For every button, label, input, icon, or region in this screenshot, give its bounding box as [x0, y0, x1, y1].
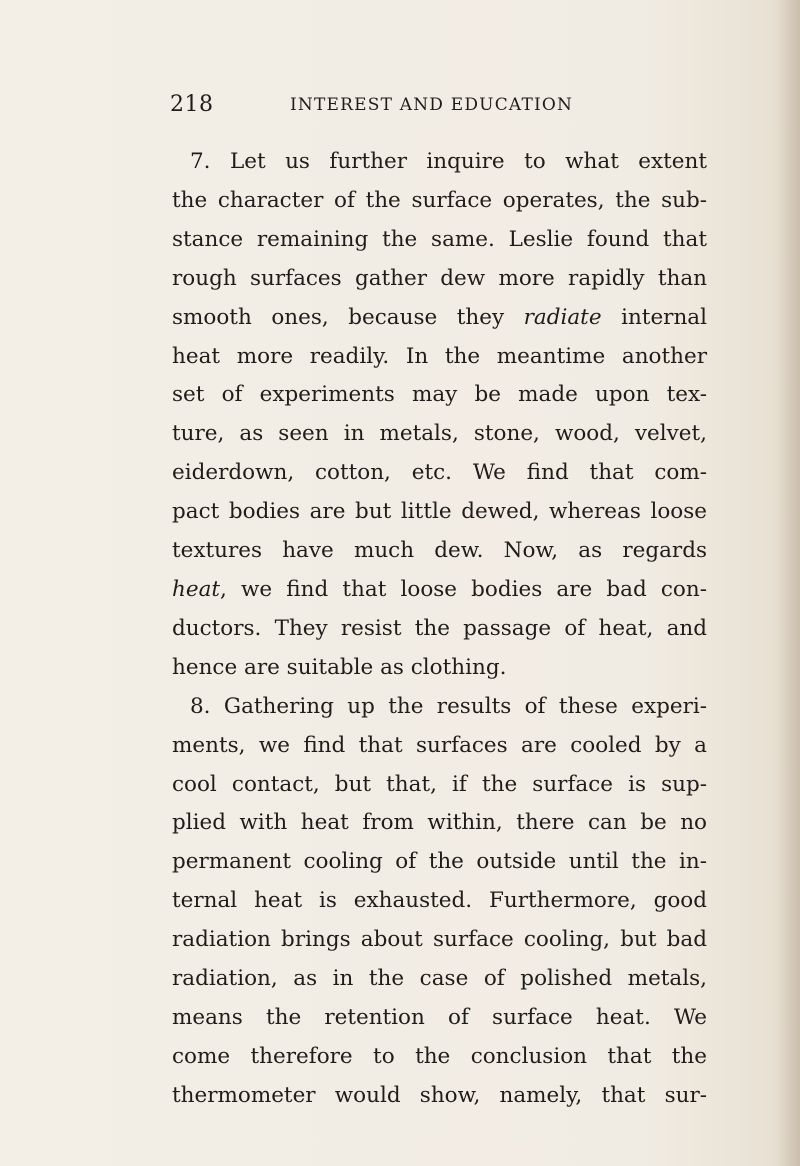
body-text: [172, 143, 707, 1116]
text-line: [172, 299, 707, 338]
italic-term: radiate: [523, 304, 602, 330]
text-line: textures have much dew. Now, as regards: [172, 538, 707, 564]
text-line: 8. Gathering up the results of these experi-: [190, 693, 707, 719]
text-line: cool contact, but that, if the surface is sup-: [172, 771, 707, 797]
text-line: ments, we find that surfaces are cooled by a: [172, 732, 707, 758]
text-run: , we find that loose bodies are bad con-: [220, 576, 707, 602]
text-line: set of experiments may be made upon tex-: [172, 382, 707, 408]
page-number: 218: [170, 92, 214, 117]
running-title: INTEREST AND EDUCATION: [290, 95, 574, 115]
text-run: internal: [601, 304, 707, 330]
page-edge-shadow: [778, 0, 800, 1166]
text-line: permanent cooling of the outside until the in-: [172, 849, 707, 875]
text-line: heat more readily. In the meantime another: [172, 343, 707, 369]
text-line: plied with heat from within, there can be no: [172, 810, 707, 836]
text-line: pact bodies are but little dewed, whereas loose: [172, 499, 707, 525]
text-line: ductors. They resist the passage of heat, and: [172, 615, 707, 641]
text-line: radiation brings about surface cooling, but bad: [172, 927, 707, 953]
text-line: thermometer would show, namely, that sur-: [172, 1082, 707, 1108]
text-line: eiderdown, cotton, etc. We find that com-: [172, 460, 707, 486]
text-line: come therefore to the conclusion that the: [172, 1043, 707, 1069]
text-line: radiation, as in the case of polished metals,: [172, 966, 707, 992]
text-line: stance remaining the same. Leslie found that: [172, 226, 707, 252]
text-line: rough surfaces gather dew more rapidly than: [172, 265, 707, 291]
text-run: smooth ones, because they: [172, 304, 524, 330]
text-line: the character of the surface operates, the sub-: [172, 187, 707, 213]
text-line: 7. Let us further inquire to what extent: [190, 149, 707, 174]
text-line: hence are suitable as clothing.: [172, 654, 507, 680]
text-line: means the retention of surface heat. We: [172, 1004, 707, 1030]
text-line: ternal heat is exhausted. Furthermore, good: [172, 888, 707, 914]
text-line: [172, 571, 707, 610]
text-line: ture, as seen in metals, stone, wood, velvet,: [172, 421, 707, 447]
italic-term: heat: [172, 576, 221, 602]
